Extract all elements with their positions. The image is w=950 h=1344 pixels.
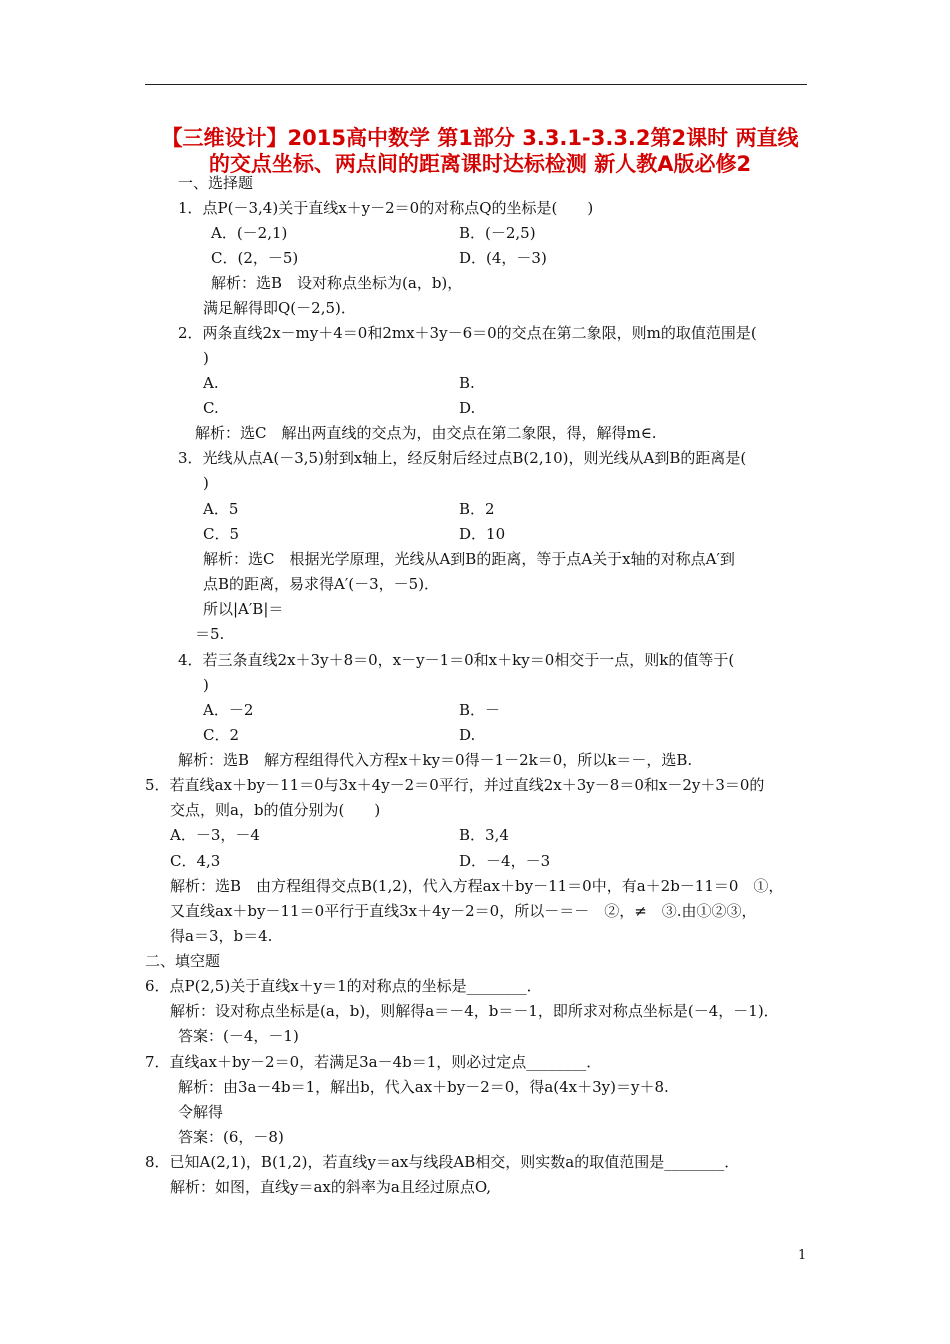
solution: 解析：选B 由方程组得交点B(1,2)，代入方程ax＋by－11＝0中，有a＋2b－11＝0 ①， xyxy=(170,877,784,895)
option-c: C．(2，－5) xyxy=(211,249,299,267)
solution: 点B的距离，易求得A′(－3，－5)． xyxy=(203,575,440,593)
solution: 解析：选C 根据光学原理，光线从A到B的距离，等于点A关于x轴的对称点A′到 xyxy=(203,550,735,568)
header-rule xyxy=(145,84,807,85)
question-4-paren: ) xyxy=(203,676,209,694)
question-6: 6．点P(2,5)关于直线x＋y＝1的对称点的坐标是________． xyxy=(145,977,542,995)
option-d: D．－4，－3 xyxy=(459,852,551,870)
question-8: 8．已知A(2,1)，B(1,2)，若直线y＝ax与线段AB相交，则实数a的取值范围是________． xyxy=(145,1153,740,1171)
solution: 又直线ax＋by－11＝0平行于直线3x＋4y－2＝0，所以－＝－ ②，≠ ③.由①②③， xyxy=(170,902,757,920)
solution: 满足解得即Q(－2,5)． xyxy=(203,299,356,317)
option-d: D．10 xyxy=(459,525,506,543)
solution: 解析：选B 设对称点坐标为(a，b)， xyxy=(211,274,463,292)
option-d: D．(4，－3) xyxy=(459,249,547,267)
section-heading: 一、选择题 xyxy=(178,174,254,192)
document-title-line-1: 【三维设计】2015高中数学 第1部分 3.3.1-3.3.2第2课时 两直线 xyxy=(161,126,799,150)
question-5-cont: 交点，则a，b的值分别为( ) xyxy=(170,801,381,819)
option-a: A. xyxy=(203,374,219,392)
solution: 解析：由3a－4b＝1，解出b，代入ax＋by－2＝0，得a(4x＋3y)＝y＋8. xyxy=(178,1078,669,1096)
question-3-paren: ) xyxy=(203,474,209,492)
option-b: B．－ xyxy=(459,701,501,719)
solution: 解析：如图，直线y＝ax的斜率为a且经过原点O, xyxy=(170,1178,492,1196)
question-1: 1．点P(－3,4)关于直线x＋y－2＝0的对称点Q的坐标是( ) xyxy=(178,199,594,217)
option-c: C．5 xyxy=(203,525,240,543)
solution: 得a＝3，b＝4. xyxy=(170,927,273,945)
document-title-line-2: 的交点坐标、两点间的距离课时达标检测 新人教A版必修2 xyxy=(208,152,752,176)
question-7: 7．直线ax＋by－2＝0，若满足3a－4b＝1，则必过定点________． xyxy=(145,1053,602,1071)
solution: 令解得 xyxy=(178,1103,224,1121)
option-a: A．－3，－4 xyxy=(170,826,260,844)
option-d: D. xyxy=(459,726,476,744)
option-b: B．(－2,5) xyxy=(459,224,536,242)
section-heading: 二、填空题 xyxy=(145,952,221,970)
question-4: 4．若三条直线2x＋3y＋8＝0，x－y－1＝0和x＋ky＝0相交于一点，则k的值等于( xyxy=(178,651,735,669)
option-a: A．－2 xyxy=(203,701,254,719)
question-3: 3．光线从点A(－3,5)射到x轴上，经反射后经过点B(2,10)，则光线从A到B的距离是( xyxy=(178,449,747,467)
option-b: B．2 xyxy=(459,500,495,518)
option-c: C. xyxy=(203,399,219,417)
solution: 解析：设对称点坐标是(a，b)，则解得a＝－4，b＝－1，即所求对称点坐标是(－4，－1)． xyxy=(170,1002,779,1020)
question-5: 5．若直线ax＋by－11＝0与3x＋4y－2＝0平行，并过直线2x＋3y－8＝0和x－2y＋3＝0的 xyxy=(145,776,765,794)
solution: ＝5. xyxy=(195,625,225,643)
question-2: 2．两条直线2x－my＋4＝0和2mx＋3y－6＝0的交点在第二象限，则m的取值范围是( xyxy=(178,324,757,342)
answer: 答案：(－4，－1) xyxy=(178,1027,299,1045)
option-a: A．(－2,1) xyxy=(211,224,288,242)
option-b: B．3,4 xyxy=(459,826,509,844)
option-c: C．4,3 xyxy=(170,852,221,870)
option-a: A．5 xyxy=(203,500,239,518)
option-c: C．2 xyxy=(203,726,240,744)
solution: 解析：选C 解出两直线的交点为，由交点在第二象限，得，解得m∈. xyxy=(195,424,657,442)
solution: 解析：选B 解方程组得代入方程x＋ky＝0得－1－2k＝0，所以k＝－，选B. xyxy=(178,751,693,769)
solution: 所以|A′B|＝ xyxy=(203,600,284,618)
page-number: 1 xyxy=(798,1248,807,1263)
answer: 答案：(6，－8) xyxy=(178,1128,284,1146)
option-d: D. xyxy=(459,399,476,417)
option-b: B. xyxy=(459,374,475,392)
question-2-paren: ) xyxy=(203,349,209,367)
